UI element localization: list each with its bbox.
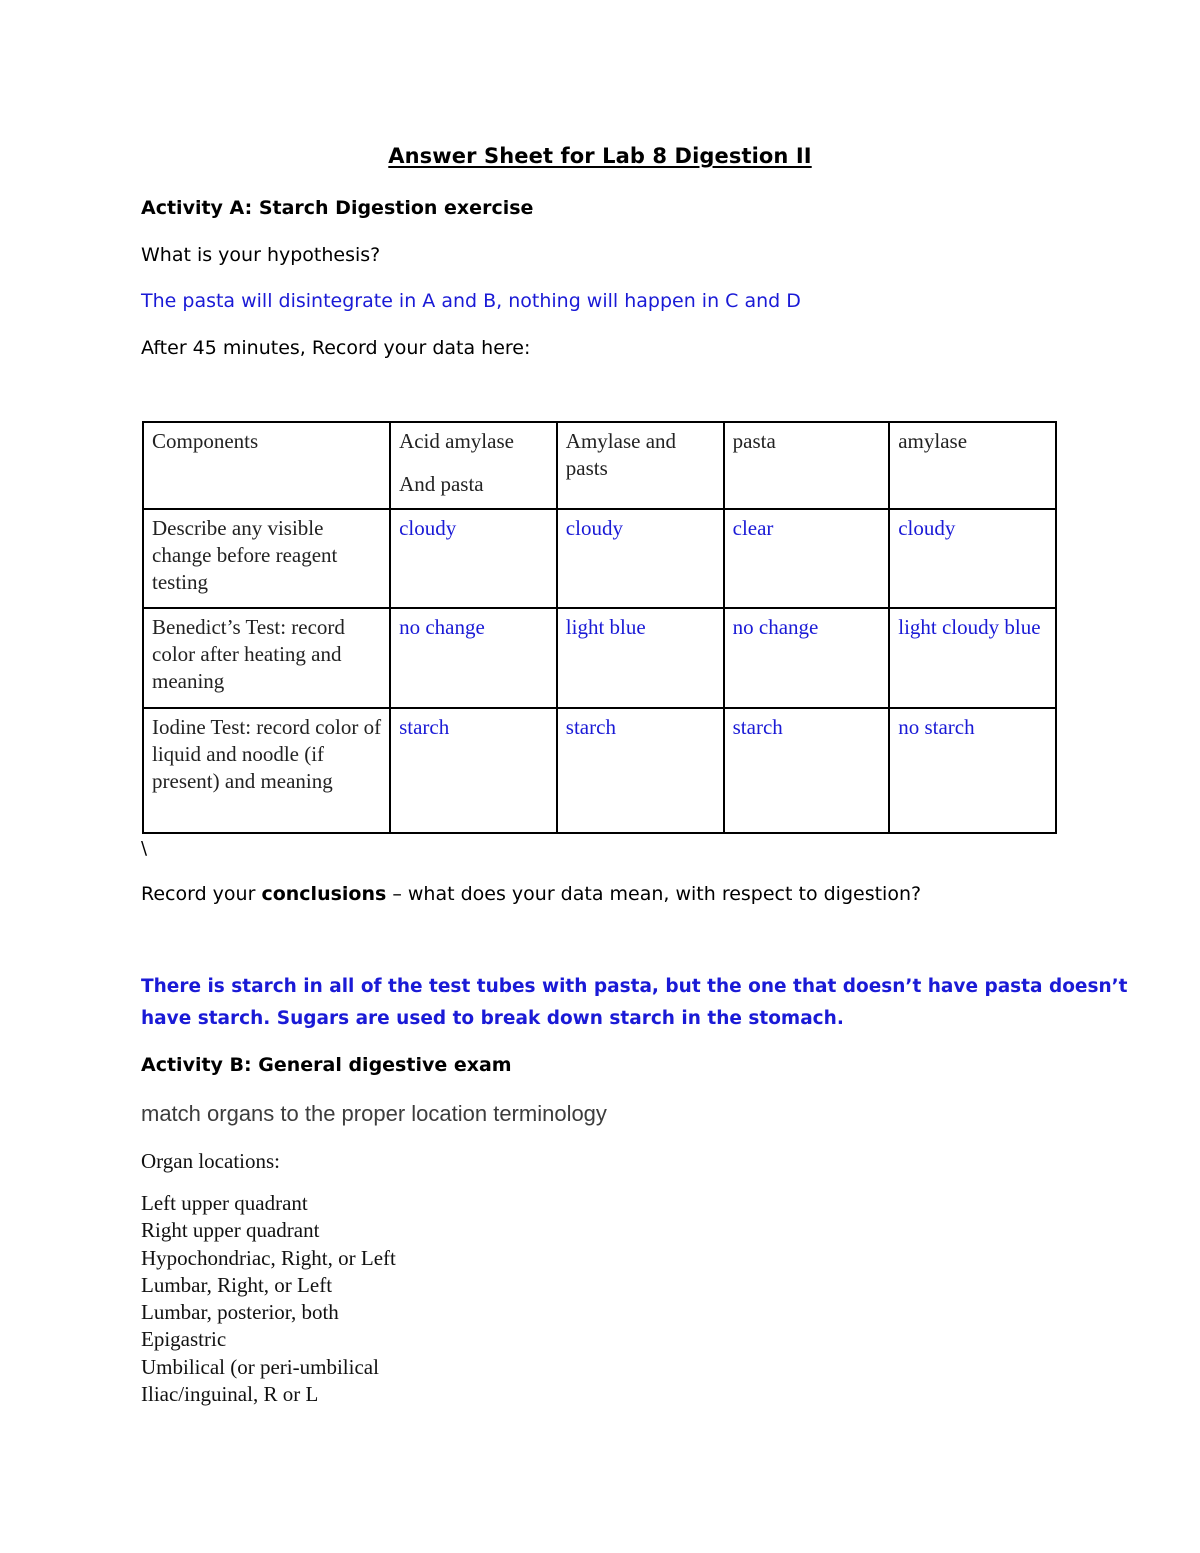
table-cell: cloudy xyxy=(557,509,724,608)
table-header-row xyxy=(143,422,1056,509)
results-table xyxy=(142,421,1057,834)
header-acid-amylase-line1: Acid amylase xyxy=(399,429,514,453)
list-item: Hypochondriac, Right, or Left xyxy=(141,1245,396,1270)
table-cell: starch xyxy=(724,708,890,833)
header-amylase-pasts: Amylase and pasts xyxy=(557,422,724,509)
table-cell: light cloudy blue xyxy=(889,608,1056,708)
table-cell: no change xyxy=(390,608,557,708)
organ-locations-label: Organ locations: xyxy=(141,1149,281,1173)
row-label: Iodine Test: record color of liquid and noodle (if present) and meaning xyxy=(143,708,390,833)
page-title: Answer Sheet for Lab 8 Digestion II xyxy=(388,144,812,168)
list-item: Epigastric xyxy=(141,1327,227,1352)
conclusions-answer-line2: have starch. Sugars are used to break down starch in the stomach. xyxy=(141,1008,844,1029)
activity-a-heading: Activity A: Starch Digestion exercise xyxy=(141,197,534,219)
table-cell: no starch xyxy=(889,708,1056,833)
header-acid-amylase-pasta xyxy=(390,422,557,509)
row-label: Benedict’s Test: record color after heating and meaning xyxy=(143,608,390,708)
organ-locations-list xyxy=(141,1190,396,1408)
conclusions-prompt-bold: conclusions xyxy=(261,883,387,905)
header-acid-amylase-line2: And pasta xyxy=(399,472,484,496)
hypothesis-answer: The pasta will disintegrate in A and B, nothing will happen in C and D xyxy=(141,290,801,312)
record-data-prompt: After 45 minutes, Record your data here: xyxy=(141,337,531,359)
row-label: Describe any visible change before reagent testing xyxy=(143,509,390,608)
activity-b-heading: Activity B: General digestive exam xyxy=(141,1054,512,1076)
list-item: Right upper quadrant xyxy=(141,1218,320,1243)
conclusions-answer-line1: There is starch in all of the test tubes with pasta, but the one that doesn’t have pasta doesn’t xyxy=(141,976,1128,997)
table-cell: cloudy xyxy=(390,509,557,608)
conclusions-prompt-suffix: – what does your data mean, with respect to digestion? xyxy=(386,883,922,905)
header-amylase: amylase xyxy=(889,422,1056,509)
activity-b-instruction: match organs to the proper location terminology xyxy=(141,1101,607,1126)
stray-backslash: \ xyxy=(141,838,148,859)
list-item: Lumbar, posterior, both xyxy=(141,1300,339,1325)
conclusions-prompt-prefix: Record your xyxy=(141,883,262,905)
header-pasta: pasta xyxy=(724,422,890,509)
table-cell: cloudy xyxy=(889,509,1056,608)
table-row xyxy=(143,708,1056,833)
table-row xyxy=(143,509,1056,608)
list-item: Lumbar, Right, or Left xyxy=(141,1272,333,1297)
table-row xyxy=(143,608,1056,708)
header-components: Components xyxy=(143,422,390,509)
table-cell: clear xyxy=(724,509,890,608)
table-cell: light blue xyxy=(557,608,724,708)
list-item: Iliac/inguinal, R or L xyxy=(141,1382,319,1407)
hypothesis-question: What is your hypothesis? xyxy=(141,244,381,266)
list-item: Umbilical (or peri-umbilical xyxy=(141,1354,379,1379)
table-cell: starch xyxy=(390,708,557,833)
table-cell: no change xyxy=(724,608,890,708)
conclusions-prompt xyxy=(141,883,921,905)
list-item: Left upper quadrant xyxy=(141,1191,308,1215)
table-cell: starch xyxy=(557,708,724,833)
